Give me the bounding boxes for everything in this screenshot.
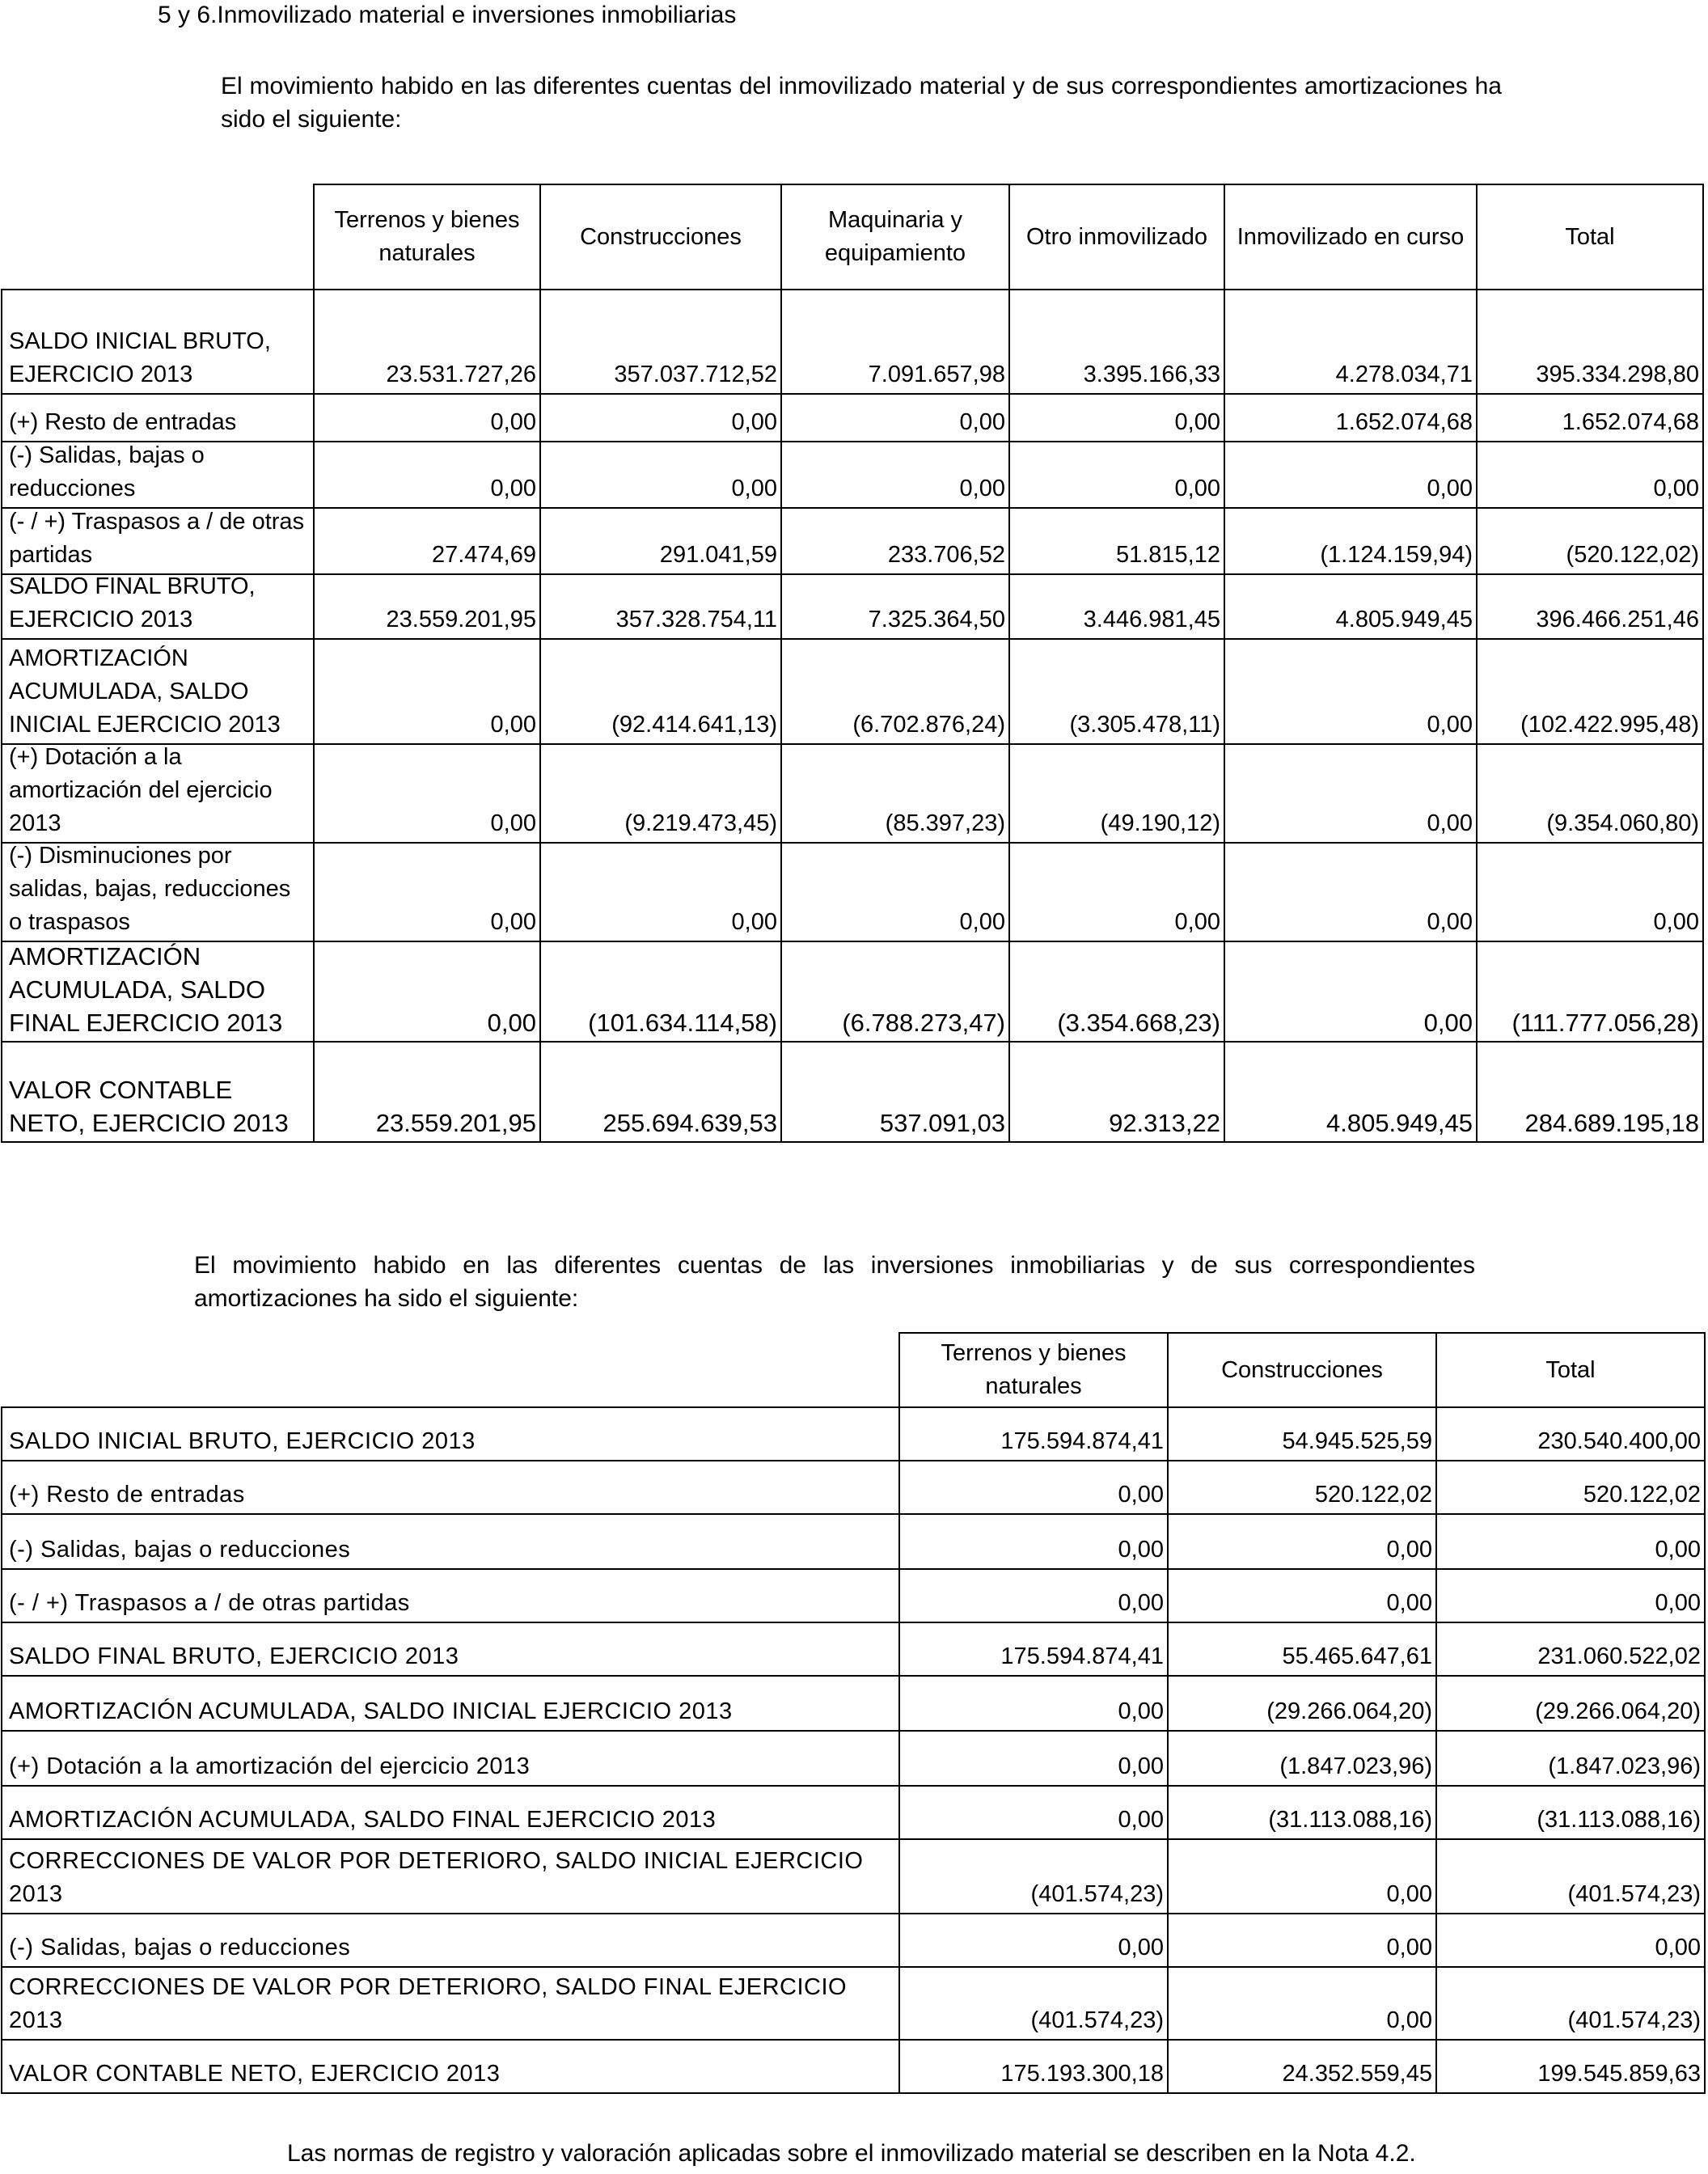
table-cell: 0,00 [898, 1785, 1169, 1840]
table-cell: 231.060.522,02 [1435, 1622, 1706, 1677]
row-label: VALOR CONTABLE NETO, EJERCICIO 2013 [1, 1041, 315, 1143]
column-header: Construcciones [1167, 1332, 1437, 1408]
table-cell: (3.354.668,23) [1008, 941, 1225, 1043]
intro-paragraph-inversiones: El movimiento habido en las diferentes cuentas de las inversiones inmobiliarias y de sus correspondientes amortizaciones ha sido el siguiente: [194, 1252, 1475, 1312]
table-cell: 0,00 [1008, 441, 1225, 509]
table-cell: (49.190,12) [1008, 743, 1225, 844]
row-label: CORRECCIONES DE VALOR POR DETERIORO, SALDO INICIAL EJERCICIO 2013 [1, 1838, 900, 1914]
table-cell: (9.219.473,45) [539, 743, 782, 844]
table-cell: 51.815,12 [1008, 507, 1225, 575]
table-cell: 0,00 [1224, 743, 1478, 844]
table-cell: 0,00 [1224, 638, 1478, 745]
table-cell: 0,00 [1167, 1513, 1437, 1570]
table-cell: (3.305.478,11) [1008, 638, 1225, 745]
table-cell: 54.945.525,59 [1167, 1406, 1437, 1461]
table-cell: 3.395.166,33 [1008, 289, 1225, 395]
table-cell: (1.847.023,96) [1435, 1730, 1706, 1787]
table-cell: 0,00 [1167, 1568, 1437, 1623]
table-cell: 23.559.201,95 [313, 573, 541, 640]
table-cell: 0,00 [1224, 842, 1478, 942]
table-cell: 0,00 [780, 842, 1010, 942]
table-cell: (401.574,23) [1435, 1966, 1706, 2041]
table-cell: 0,00 [313, 638, 541, 745]
row-label: (-) Disminuciones por salidas, bajas, reducciones o traspasos [1, 842, 315, 942]
table-cell: 0,00 [898, 1460, 1169, 1515]
row-label: (+) Resto de entradas [1, 1460, 900, 1515]
table-cell: 395.334.298,80 [1476, 289, 1704, 395]
table-cell: 4.805.949,45 [1224, 1041, 1478, 1143]
table-cell: 284.689.195,18 [1476, 1041, 1704, 1143]
table-cell: 0,00 [313, 842, 541, 942]
table-cell: (31.113.088,16) [1435, 1785, 1706, 1840]
table-cell: 92.313,22 [1008, 1041, 1225, 1143]
table-cell: (101.634.114,58) [539, 941, 782, 1043]
row-label: VALOR CONTABLE NETO, EJERCICIO 2013 [1, 2039, 900, 2094]
table-cell: 0,00 [1167, 1966, 1437, 2041]
table-cell: 0,00 [1476, 842, 1704, 942]
column-header: Total [1435, 1332, 1706, 1408]
table-cell: (85.397,23) [780, 743, 1010, 844]
table-cell: 396.466.251,46 [1476, 573, 1704, 640]
column-header: Otro inmovilizado [1008, 184, 1225, 290]
table-cell: 0,00 [898, 1675, 1169, 1732]
intro-paragraph-material: El movimiento habido en las diferentes cuentas del inmovilizado material y de sus correspondientes amortizaciones ha sido el siguiente: [221, 73, 1502, 133]
row-label: AMORTIZACIÓN ACUMULADA, SALDO INICIAL EJERCICIO 2013 [1, 638, 315, 745]
table-cell: 175.594.874,41 [898, 1622, 1169, 1677]
row-label: SALDO FINAL BRUTO, EJERCICIO 2013 [1, 1622, 900, 1677]
table-cell: 7.325.364,50 [780, 573, 1010, 640]
table-cell: 0,00 [1435, 1513, 1706, 1570]
table-cell: 23.559.201,95 [313, 1041, 541, 1143]
table-cell: 0,00 [780, 393, 1010, 442]
column-header: Maquinaria y equipamiento [780, 184, 1010, 290]
column-header: Total [1476, 184, 1704, 290]
table-cell: 233.706,52 [780, 507, 1010, 575]
row-label: (- / +) Traspasos a / de otras partidas [1, 1568, 900, 1623]
table-cell: (111.777.056,28) [1476, 941, 1704, 1043]
table-cell: 1.652.074,68 [1224, 393, 1478, 442]
table-cell: 27.474,69 [313, 507, 541, 575]
table-cell: (401.574,23) [1435, 1838, 1706, 1914]
table-cell: (29.266.064,20) [1435, 1675, 1706, 1732]
footer-note: Las normas de registro y valoración aplicadas sobre el inmovilizado material se describen en la Nota 4.2. [287, 2140, 1416, 2167]
table-cell: 520.122,02 [1167, 1460, 1437, 1515]
table-cell: 0,00 [539, 393, 782, 442]
column-header: Terrenos y bienes naturales [898, 1332, 1169, 1408]
table-cell: 55.465.647,61 [1167, 1622, 1437, 1677]
column-header: Terrenos y bienes naturales [313, 184, 541, 290]
table-cell: 0,00 [898, 1513, 1169, 1570]
table-cell: (6.702.876,24) [780, 638, 1010, 745]
table-cell: 291.041,59 [539, 507, 782, 575]
table-cell: 199.545.859,63 [1435, 2039, 1706, 2094]
table-cell: 0,00 [313, 441, 541, 509]
table-cell: 0,00 [1167, 1838, 1437, 1914]
table-cell: (6.788.273,47) [780, 941, 1010, 1043]
table-cell: (401.574,23) [898, 1838, 1169, 1914]
table-cell: 0,00 [898, 1913, 1169, 1968]
table-cell: 0,00 [1435, 1913, 1706, 1968]
column-header: Construcciones [539, 184, 782, 290]
row-label: (-) Salidas, bajas o reducciones [1, 441, 315, 509]
table-cell: 0,00 [1224, 941, 1478, 1043]
table-cell: 230.540.400,00 [1435, 1406, 1706, 1461]
table-cell: 175.193.300,18 [898, 2039, 1169, 2094]
table-cell: (401.574,23) [898, 1966, 1169, 2041]
table-cell: 0,00 [1167, 1913, 1437, 1968]
table-cell: 0,00 [898, 1730, 1169, 1787]
table-cell: (31.113.088,16) [1167, 1785, 1437, 1840]
row-label: (- / +) Traspasos a / de otras partidas [1, 507, 315, 575]
table-cell: 537.091,03 [780, 1041, 1010, 1143]
row-label: AMORTIZACIÓN ACUMULADA, SALDO FINAL EJERCICIO 2013 [1, 941, 315, 1043]
section-heading: 5 y 6.Inmovilizado material e inversiones inmobiliarias [158, 2, 737, 28]
table-cell: 0,00 [1008, 842, 1225, 942]
table-cell: 24.352.559,45 [1167, 2039, 1437, 2094]
table-cell: 357.037.712,52 [539, 289, 782, 395]
row-label: AMORTIZACIÓN ACUMULADA, SALDO FINAL EJERCICIO 2013 [1, 1785, 900, 1840]
table-cell: 4.278.034,71 [1224, 289, 1478, 395]
table-cell: 1.652.074,68 [1476, 393, 1704, 442]
table-cell: 3.446.981,45 [1008, 573, 1225, 640]
table-cell: 0,00 [313, 743, 541, 844]
table-cell: 0,00 [313, 393, 541, 442]
table-cell: 0,00 [1476, 441, 1704, 509]
table-cell: 0,00 [539, 441, 782, 509]
table-cell: 0,00 [780, 441, 1010, 509]
table-cell: (520.122,02) [1476, 507, 1704, 575]
row-label: AMORTIZACIÓN ACUMULADA, SALDO INICIAL EJERCICIO 2013 [1, 1675, 900, 1732]
table-cell: 0,00 [1224, 441, 1478, 509]
row-label: (+) Dotación a la amortización del ejercicio 2013 [1, 1730, 900, 1787]
row-label: (+) Dotación a la amortización del ejercicio 2013 [1, 743, 315, 844]
table-cell: (1.124.159,94) [1224, 507, 1478, 575]
table-cell: 4.805.949,45 [1224, 573, 1478, 640]
table-cell: 520.122,02 [1435, 1460, 1706, 1515]
table-cell: 23.531.727,26 [313, 289, 541, 395]
row-label: SALDO INICIAL BRUTO, EJERCICIO 2013 [1, 289, 315, 395]
table-cell: 0,00 [539, 842, 782, 942]
table-cell: 7.091.657,98 [780, 289, 1010, 395]
table-cell: 0,00 [1435, 1568, 1706, 1623]
table-cell: 175.594.874,41 [898, 1406, 1169, 1461]
table-cell: (9.354.060,80) [1476, 743, 1704, 844]
row-label: (-) Salidas, bajas o reducciones [1, 1913, 900, 1968]
row-label: CORRECCIONES DE VALOR POR DETERIORO, SALDO FINAL EJERCICIO 2013 [1, 1966, 900, 2041]
row-label: (+) Resto de entradas [1, 393, 315, 442]
table-cell: (1.847.023,96) [1167, 1730, 1437, 1787]
table-cell: 0,00 [1008, 393, 1225, 442]
table-cell: (29.266.064,20) [1167, 1675, 1437, 1732]
table-cell: 0,00 [313, 941, 541, 1043]
row-label: SALDO FINAL BRUTO, EJERCICIO 2013 [1, 573, 315, 640]
column-header: Inmovilizado en curso [1224, 184, 1478, 290]
table-cell: 255.694.639,53 [539, 1041, 782, 1143]
table-cell: (102.422.995,48) [1476, 638, 1704, 745]
table-cell: 357.328.754,11 [539, 573, 782, 640]
row-label: (-) Salidas, bajas o reducciones [1, 1513, 900, 1570]
table-cell: 0,00 [898, 1568, 1169, 1623]
table-cell: (92.414.641,13) [539, 638, 782, 745]
row-label: SALDO INICIAL BRUTO, EJERCICIO 2013 [1, 1406, 900, 1461]
